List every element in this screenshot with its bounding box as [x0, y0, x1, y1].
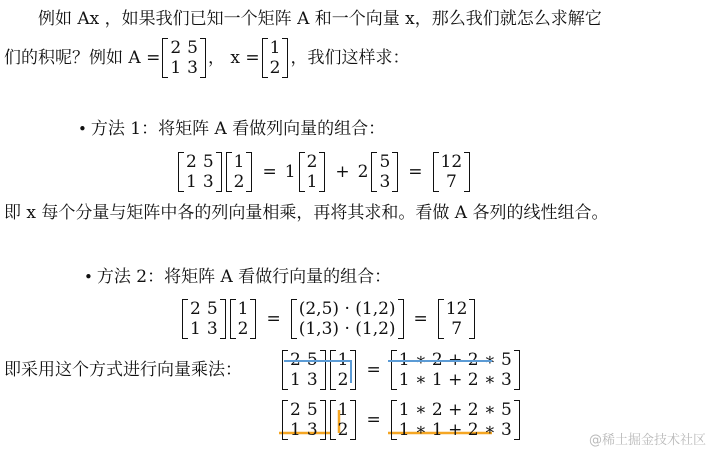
- matrix-cell: 1: [290, 420, 301, 440]
- matrix-cell: 1: [269, 38, 281, 58]
- matrix-cell: 2: [269, 58, 281, 78]
- matrix-body: [287, 400, 321, 440]
- ex2-equals: =: [366, 409, 381, 430]
- eq2-equals-2: =: [413, 308, 428, 329]
- matrix-cell: 5: [306, 350, 318, 370]
- bullet-icon: •: [84, 268, 93, 286]
- intro-line-2-suffix: ，我们这样求：: [290, 47, 410, 68]
- matrix-cell: 1: [170, 58, 182, 78]
- blue-highlight-line: [284, 361, 492, 383]
- bullet-icon: •: [78, 120, 87, 138]
- matrix-cell: 1 ∗ 1 + 2 ∗ 3: [398, 370, 512, 390]
- matrix-cell: 1: [233, 152, 245, 172]
- matrix-cell: 5: [187, 38, 198, 58]
- matrix-cell: 1 ∗ 2 + 2 ∗ 5: [398, 400, 512, 420]
- eq1-equals-2: =: [408, 161, 423, 182]
- matrix-cell: 1: [290, 370, 301, 390]
- matrix-cell: 2: [170, 38, 182, 58]
- matrix-cell: 1: [237, 299, 249, 319]
- matrix-cell: 2: [237, 319, 249, 339]
- intro-line-2-prefix: 们的积呢？例如 A =: [4, 47, 161, 68]
- matrix-cell: 1: [190, 319, 201, 339]
- ex1-equals: =: [366, 359, 381, 380]
- intro-line-2-mid: ， x =: [208, 47, 260, 68]
- watermark: @稀土掘金技术社区: [588, 433, 706, 448]
- method2-heading-text: 方法 2：将矩阵 A 看做行向量的组合：: [96, 267, 392, 287]
- method2-explanation: 即采用这个方式进行向量乘法：: [4, 360, 242, 380]
- matrix-cell: (1,3) · (1,2): [298, 319, 396, 339]
- eq1-equals: =: [262, 161, 277, 182]
- matrix-cell: 2: [337, 420, 349, 440]
- matrix-cell: 12: [440, 152, 463, 172]
- matrix-cell: 5: [206, 299, 218, 319]
- matrix-cell: 1 ∗ 2 + 2 ∗ 5: [398, 350, 512, 370]
- matrix-cell: 2: [186, 152, 197, 172]
- matrix-cell: 3: [206, 319, 218, 339]
- matrix-cell: 1: [337, 350, 349, 370]
- matrix-cell: 2: [290, 350, 301, 370]
- matrix-body: [335, 400, 352, 440]
- ex2-matrix-A: [282, 400, 326, 440]
- matrix-cell: 1 ∗ 1 + 2 ∗ 3: [398, 420, 512, 440]
- matrix-cell: 1: [186, 172, 197, 192]
- matrix-cell: 1: [337, 400, 349, 420]
- matrix-cell: 2: [233, 172, 245, 192]
- method1-explanation: 即 x 每个分量与矩阵中各的列向量相乘，再将其求和。看做 A 各列的线性组合。: [4, 203, 609, 223]
- matrix-cell: 2: [337, 370, 349, 390]
- method1-heading-text: 方法 1：将矩阵 A 看做列向量的组合：: [90, 119, 386, 139]
- matrix-cell: 3: [202, 172, 214, 192]
- matrix-cell: 5: [379, 152, 391, 172]
- eq1-plus: +: [335, 161, 350, 182]
- matrix-cell: 3: [187, 58, 198, 78]
- matrix-cell: 2: [306, 152, 318, 172]
- eq1-coef-1: 1: [284, 161, 296, 182]
- matrix-cell: 2: [290, 400, 301, 420]
- matrix-cell: (2,5) · (1,2): [298, 299, 396, 319]
- matrix-cell: 3: [306, 370, 318, 390]
- matrix-cell: 1: [306, 172, 318, 192]
- eq1-coef-2: 2: [357, 161, 369, 182]
- matrix-cell: 7: [445, 172, 457, 192]
- matrix-cell: 7: [451, 319, 463, 339]
- ex2-products: [391, 400, 520, 440]
- row-mult-example-2: [280, 400, 522, 440]
- ex2-vector-x: [330, 400, 357, 440]
- eq2-equals: =: [266, 308, 281, 329]
- matrix-cell: 5: [202, 152, 214, 172]
- matrix-cell: 12: [445, 299, 468, 319]
- matrix-cell: 3: [379, 172, 391, 192]
- matrix-body: [396, 400, 515, 440]
- intro-line-1: 例如 Ax ，如果我们已知一个矩阵 A 和一个向量 x，那么我们就怎么求解它: [38, 9, 602, 29]
- matrix-cell: 2: [190, 299, 201, 319]
- matrix-cell: 3: [306, 420, 318, 440]
- matrix-cell: 5: [306, 400, 318, 420]
